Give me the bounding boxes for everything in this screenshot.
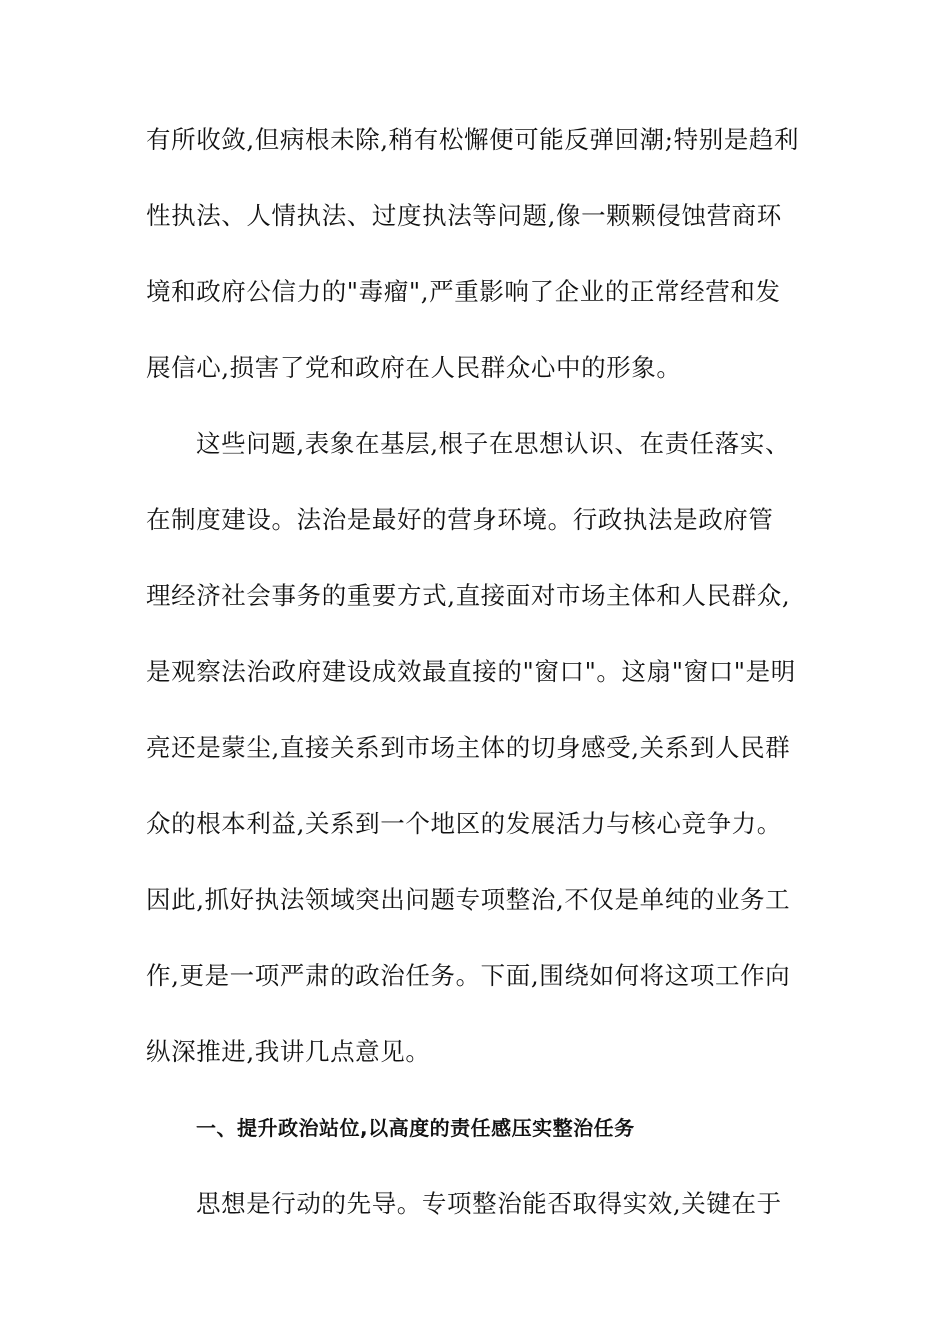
paragraph-1-line-4: 展信心,损害了党和政府在人民群众心中的形象。 <box>146 353 682 382</box>
paragraph-1-line-3: 境和政府公信力的"毒瘤",严重影响了企业的正常经营和发 <box>146 277 781 306</box>
paragraph-2-line-4: 是观察法治政府建设成效最直接的"窗口"。这扇"窗口"是明 <box>146 657 796 686</box>
paragraph-2-line-3: 理经济社会事务的重要方式,直接面对市场主体和人民群众, <box>146 581 791 610</box>
paragraph-2-line-7: 因此,抓好执法领域突出问题专项整治,不仅是单纯的业务工 <box>146 885 791 914</box>
paragraph-1-line-1: 有所收敛,但病根未除,稍有松懈便可能反弹回潮;特别是趋利 <box>146 125 800 154</box>
section-heading: 一、提升政治站位,以高度的责任感压实整治任务 <box>196 1116 635 1140</box>
paragraph-2-line-2: 在制度建设。法治是最好的营身环境。行政执法是政府管 <box>146 505 774 534</box>
paragraph-1-line-2: 性执法、人情执法、过度执法等问题,像一颗颗侵蚀营商环 <box>146 201 782 230</box>
paragraph-3-line-1: 思想是行动的先导。专项整治能否取得实效,关键在于 <box>196 1189 782 1218</box>
paragraph-2-line-5: 亮还是蒙尘,直接关系到市场主体的切身感受,关系到人民群 <box>146 733 791 762</box>
paragraph-2-line-8: 作,更是一项严肃的政治任务。下面,围绕如何将这项工作向 <box>146 961 791 990</box>
paragraph-2-line-6: 众的根本利益,关系到一个地区的发展活力与核心竞争力。 <box>146 809 782 838</box>
paragraph-2-line-9: 纵深推进,我讲几点意见。 <box>146 1037 431 1066</box>
paragraph-2-line-1: 这些问题,表象在基层,根子在思想认识、在责任落实、 <box>196 429 791 458</box>
